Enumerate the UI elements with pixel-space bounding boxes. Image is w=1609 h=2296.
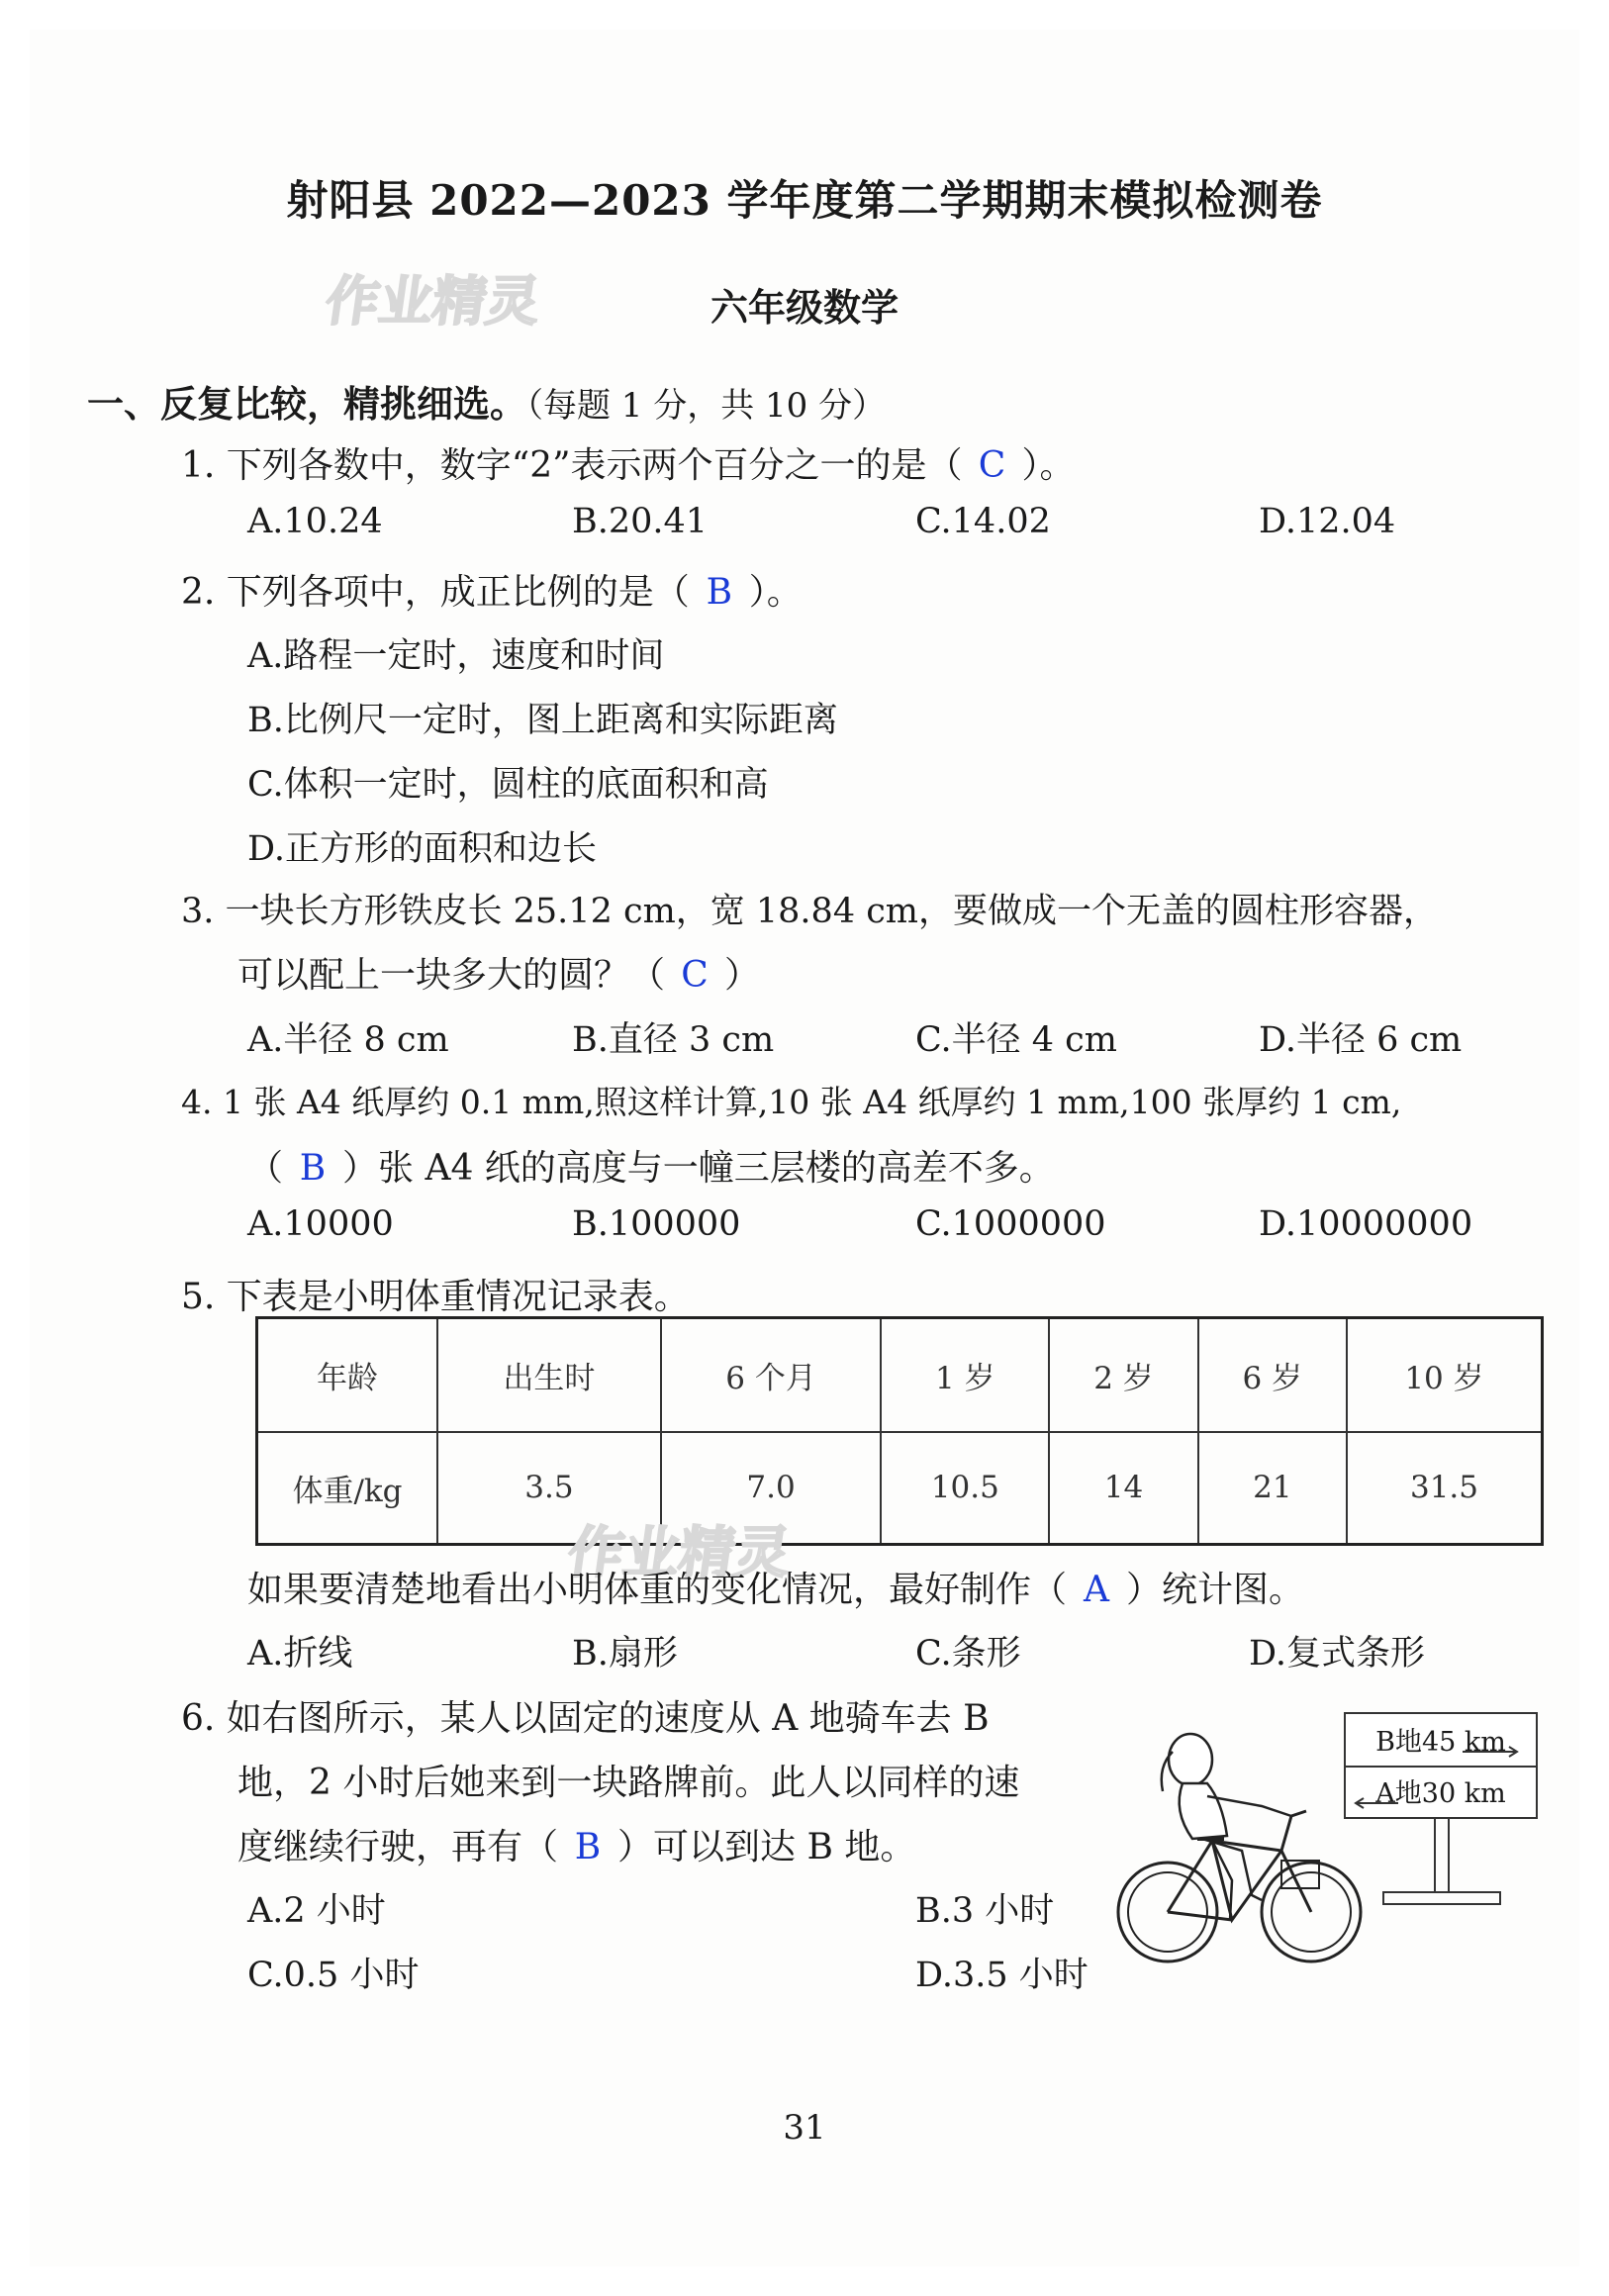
sign-a-distance: A地30 km [1375, 1778, 1506, 1809]
q1-answer: C [978, 445, 1006, 486]
q4-option-a: A.10000 [247, 1204, 394, 1244]
q2-option-c: C.体积一定时，圆柱的底面积和高 [247, 765, 769, 805]
table-header-cell: 2 岁 [1049, 1318, 1197, 1432]
q6-line-2: 地，2 小时后她来到一块路牌前。此人以同样的速 [237, 1763, 1020, 1803]
q5-stem: 5. 下表是小明体重情况记录表。 [181, 1277, 690, 1317]
table-row [257, 1318, 1543, 1432]
table-header-cell: 6 个月 [661, 1318, 882, 1432]
table-cell: 31.5 [1347, 1432, 1543, 1545]
q2-stem-after: ）。 [748, 572, 803, 613]
q5-option-b: B.扇形 [572, 1634, 678, 1674]
weight-table [255, 1316, 1544, 1546]
q4-stem-after: ）张 A4 纸的高度与一幢三层楼的高差不多。 [342, 1148, 1055, 1189]
q5-option-c: C.条形 [915, 1634, 1021, 1674]
q5-option-a: A.折线 [247, 1634, 353, 1674]
table-header-cell: 年龄 [257, 1318, 438, 1432]
table-cell: 14 [1049, 1432, 1197, 1545]
q6-option-c: C.0.5 小时 [247, 1956, 420, 1995]
q2-option-d: D.正方形的面积和边长 [247, 829, 597, 869]
q3-line-2 [237, 947, 760, 998]
q4-answer: B [299, 1148, 327, 1189]
q3-option-a: A.半径 8 cm [247, 1020, 449, 1060]
exam-subtitle: 六年级数学 [710, 285, 899, 330]
page-number: 31 [783, 2108, 826, 2148]
q3-option-d: D.半径 6 cm [1259, 1020, 1463, 1060]
q5-stem-after: ）统计图。 [1126, 1570, 1305, 1610]
table-row [257, 1432, 1543, 1545]
q1-option-a: A.10.24 [247, 502, 383, 541]
q2-option-a: A.路程一定时，速度和时间 [247, 636, 665, 676]
left-arrow-icon [1356, 1798, 1398, 1808]
q2-stem-before: 2. 下列各项中，成正比例的是（ [181, 572, 690, 613]
section-heading-note: （每题 1 分，共 10 分） [526, 386, 887, 426]
q6-line-3 [237, 1819, 915, 1869]
table-cell: 10.5 [881, 1432, 1049, 1545]
q4-option-d: D.10000000 [1259, 1204, 1473, 1244]
q5-follow [247, 1562, 1304, 1612]
q4-stem-before: （ [247, 1148, 284, 1189]
q6-answer: B [574, 1827, 602, 1867]
table-cell: 体重/kg [257, 1432, 438, 1545]
question-2 [181, 564, 803, 615]
q1-option-b: B.20.41 [572, 502, 709, 541]
q1-stem-before: 1. 下列各数中，数字“2”表示两个百分之一的是（ [181, 445, 963, 486]
exam-title: 射阳县 2022—2023 学年度第二学期期末模拟检测卷 [286, 176, 1323, 225]
q3-option-b: B.直径 3 cm [572, 1020, 775, 1060]
q6-option-d: D.3.5 小时 [915, 1956, 1088, 1995]
section-heading [87, 374, 886, 428]
q6-stem-before: 度继续行驶，再有（ [237, 1827, 559, 1867]
q4-option-c: C.1000000 [915, 1204, 1106, 1244]
section-heading-text: 一、反复比较，精挑细选。 [87, 382, 526, 426]
q3-stem-after: ） [724, 955, 761, 996]
sign-b-distance: B地45 km [1375, 1727, 1506, 1758]
table-cell: 7.0 [661, 1432, 882, 1545]
table-header-cell: 6 岁 [1198, 1318, 1347, 1432]
q4-line-2 [247, 1140, 1055, 1191]
q5-answer: A [1084, 1570, 1110, 1610]
q1-stem-after: ）。 [1021, 445, 1076, 486]
q3-answer: C [681, 955, 709, 996]
q4-line-1: 4. 1 张 A4 纸厚约 0.1 mm,照这样计算,10 张 A4 纸厚约 1 mm,100 张厚约 1 cm, [181, 1083, 1402, 1121]
q4-option-b: B.100000 [572, 1204, 741, 1244]
q3-stem-before: 可以配上一块多大的圆？（ [237, 955, 666, 996]
table-cell: 3.5 [437, 1432, 661, 1545]
q5-stem-before: 如果要清楚地看出小明体重的变化情况，最好制作（ [247, 1570, 1068, 1610]
q5-option-d: D.复式条形 [1249, 1634, 1425, 1674]
table-cell: 21 [1198, 1432, 1347, 1545]
q6-stem-after: ）可以到达 B 地。 [617, 1827, 916, 1867]
q3-option-c: C.半径 4 cm [915, 1020, 1117, 1060]
q2-option-b: B.比例尺一定时，图上距离和实际距离 [247, 701, 838, 740]
right-arrow-icon [1463, 1747, 1517, 1757]
q1-option-c: C.14.02 [915, 502, 1051, 541]
watermark-middle: 作业精灵 [563, 1521, 795, 1585]
q1-option-d: D.12.04 [1259, 502, 1396, 541]
q3-line-1: 3. 一块长方形铁皮长 25.12 cm，宽 18.84 cm，要做成一个无盖的圆柱形容器， [181, 892, 1438, 931]
table-header-cell: 10 岁 [1347, 1318, 1543, 1432]
q6-option-a: A.2 小时 [247, 1891, 386, 1931]
table-header-cell: 1 岁 [881, 1318, 1049, 1432]
road-sign-post [1344, 1712, 1534, 1950]
q6-line-1: 6. 如右图所示，某人以固定的速度从 A 地骑车去 B [181, 1698, 990, 1739]
q2-answer: B [706, 572, 733, 613]
cyclist-illustration [1113, 1722, 1371, 1969]
q6-option-b: B.3 小时 [915, 1891, 1055, 1931]
table-header-cell: 出生时 [437, 1318, 661, 1432]
watermark-top: 作业精灵 [322, 270, 544, 333]
question-1 [181, 437, 1076, 488]
